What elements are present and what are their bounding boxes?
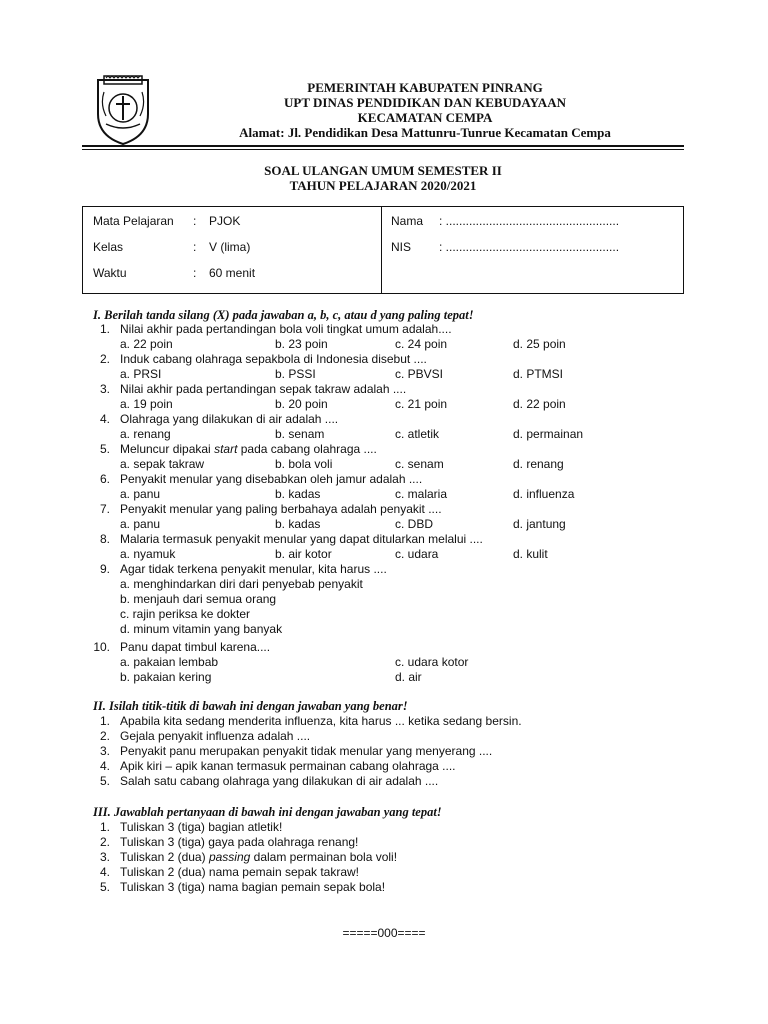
answer-option[interactable]: a. panu <box>120 517 161 531</box>
question-number: 8. <box>99 532 110 546</box>
item-text: Tuliskan 3 (tiga) nama bagian pemain sepak bola! <box>120 880 386 894</box>
item-number: 4. <box>99 865 110 879</box>
answer-option[interactable]: d. PTMSI <box>513 367 564 381</box>
item-text: Tuliskan 3 (tiga) gaya pada olahraga renang! <box>120 835 359 849</box>
answer-option[interactable]: a. 19 poin <box>120 397 173 411</box>
info-label-class: Kelas <box>93 240 124 254</box>
answer-option[interactable]: b. air kotor <box>275 547 332 561</box>
regency-crest-icon <box>94 74 152 146</box>
item-text: Tuliskan 3 (tiga) bagian atletik! <box>120 820 283 834</box>
item-number: 3. <box>99 744 110 758</box>
answer-option[interactable]: d. minum vitamin yang banyak <box>120 622 283 636</box>
answer-option[interactable]: b. menjauh dari semua orang <box>120 592 277 606</box>
answer-option[interactable]: c. atletik <box>395 427 440 441</box>
item-number: 5. <box>99 774 110 788</box>
answer-option[interactable]: d. air <box>395 670 422 684</box>
end-marker: =====000==== <box>342 926 426 940</box>
question-text: Malaria termasuk penyakit menular yang dapat ditularkan melalui .... <box>120 532 483 546</box>
answer-option[interactable]: c. malaria <box>395 487 448 501</box>
exam-title: SOAL ULANGAN UMUM SEMESTER II <box>264 163 502 178</box>
section-1-heading: I. Berilah tanda silang (X) pada jawaban a, b, c, atau d yang paling tepat! <box>93 308 474 322</box>
item-number: 1. <box>99 820 110 834</box>
header-rule-thin <box>82 149 684 150</box>
item-text: Apabila kita sedang menderita influenza, kita harus ... ketika sedang bersin. <box>120 714 522 728</box>
item-number: 2. <box>99 835 110 849</box>
section-3-heading: III. Jawablah pertanyaan di bawah ini dengan jawaban yang tepat! <box>93 805 442 819</box>
question-text-italic: start <box>214 442 238 456</box>
answer-option[interactable]: d. 22 poin <box>513 397 566 411</box>
info-sep-subject: : <box>193 214 197 228</box>
answer-option[interactable]: b. PSSI <box>275 367 316 381</box>
item-text-part: Tuliskan 2 (dua) <box>120 850 209 864</box>
answer-option[interactable]: a. menghindarkan diri dari penyebab penyakit <box>120 577 363 591</box>
exam-year: TAHUN PELAJARAN 2020/2021 <box>289 178 477 193</box>
question-text-part: pada cabang olahraga .... <box>237 442 377 456</box>
answer-option[interactable]: a. renang <box>120 427 171 441</box>
answer-option[interactable]: b. kadas <box>275 517 321 531</box>
item-text: Penyakit panu merupakan penyakit tidak menular yang menyerang .... <box>120 744 493 758</box>
item-text: Apik kiri – apik kanan termasuk permainan cabang olahraga .... <box>120 759 456 773</box>
answer-option[interactable]: b. 20 poin <box>275 397 328 411</box>
answer-option[interactable]: d. influenza <box>513 487 575 501</box>
item-number: 2. <box>99 729 110 743</box>
question-text: Penyakit menular yang disebabkan oleh jamur adalah .... <box>120 472 423 486</box>
question-number: 5. <box>99 442 110 456</box>
question-number: 2. <box>99 352 110 366</box>
answer-option[interactable]: d. jantung <box>513 517 566 531</box>
question-number: 3. <box>99 382 110 396</box>
question-number: 6. <box>99 472 110 486</box>
answer-option[interactable]: d. renang <box>513 457 564 471</box>
answer-option[interactable]: b. kadas <box>275 487 321 501</box>
answer-option[interactable]: c. DBD <box>395 517 434 531</box>
kop-line-1: PEMERINTAH KABUPATEN PINRANG <box>307 80 543 95</box>
question-text-part: Meluncur dipakai <box>120 442 215 456</box>
kop-line-2: UPT DINAS PENDIDIKAN DAN KEBUDAYAAN <box>284 95 566 110</box>
answer-option[interactable]: d. permainan <box>513 427 584 441</box>
info-label-nis: NIS <box>391 240 412 254</box>
item-text-part: dalam permainan bola voli! <box>250 850 398 864</box>
question-text: Penyakit menular yang paling berbahaya adalah penyakit .... <box>120 502 442 516</box>
kop-address: Alamat: Jl. Pendidikan Desa Mattunru-Tunrue Kecamatan Cempa <box>239 125 611 140</box>
header-rule-thick <box>82 145 684 147</box>
question-number: 10. <box>93 640 110 654</box>
answer-option[interactable]: c. 24 poin <box>395 337 448 351</box>
info-label-name: Nama <box>391 214 424 228</box>
name-field[interactable]: : .................................................... <box>439 214 620 228</box>
answer-option[interactable]: a. sepak takraw <box>120 457 205 471</box>
nis-field[interactable]: : .................................................... <box>439 240 620 254</box>
item-number: 4. <box>99 759 110 773</box>
answer-option[interactable]: c. udara kotor <box>395 655 469 669</box>
answer-option[interactable]: b. bola voli <box>275 457 333 471</box>
item-text <box>120 850 397 865</box>
item-text: Tuliskan 2 (dua) nama pemain sepak takraw! <box>120 865 360 879</box>
question-text: Induk cabang olahraga sepakbola di Indonesia disebut .... <box>120 352 427 366</box>
info-sep-time: : <box>193 266 197 280</box>
info-sep-class: : <box>193 240 197 254</box>
answer-option[interactable]: c. rajin periksa ke dokter <box>120 607 251 621</box>
answer-option[interactable]: b. senam <box>275 427 325 441</box>
answer-option[interactable]: c. senam <box>395 457 444 471</box>
answer-option[interactable]: a. 22 poin <box>120 337 173 351</box>
info-value-class: V (lima) <box>209 240 251 254</box>
info-value-time: 60 menit <box>209 266 256 280</box>
item-number: 1. <box>99 714 110 728</box>
item-number: 3. <box>99 850 110 864</box>
answer-option[interactable]: c. PBVSI <box>395 367 444 381</box>
section-2-heading: II. Isilah titik-titik di bawah ini dengan jawaban yang benar! <box>93 699 408 713</box>
answer-option[interactable]: a. nyamuk <box>120 547 176 561</box>
answer-option[interactable]: d. kulit <box>513 547 548 561</box>
info-label-subject: Mata Pelajaran <box>93 214 174 228</box>
answer-option[interactable]: c. udara <box>395 547 439 561</box>
item-text: Salah satu cabang olahraga yang dilakukan di air adalah .... <box>120 774 439 788</box>
question-number: 4. <box>99 412 110 426</box>
answer-option[interactable]: a. PRSI <box>120 367 162 381</box>
kop-line-3: KECAMATAN CEMPA <box>357 110 493 125</box>
question-text: Agar tidak terkena penyakit menular, kita harus .... <box>120 562 387 576</box>
answer-option[interactable]: a. pakaian lembab <box>120 655 219 669</box>
question-text: Nilai akhir pada pertandingan sepak takraw adalah .... <box>120 382 407 396</box>
identity-box <box>82 206 684 294</box>
question-number: 9. <box>99 562 110 576</box>
item-number: 5. <box>99 880 110 894</box>
info-label-time: Waktu <box>93 266 127 280</box>
item-text: Gejala penyakit influenza adalah .... <box>120 729 311 743</box>
answer-option[interactable]: d. 25 poin <box>513 337 566 351</box>
info-value-subject: PJOK <box>209 214 241 228</box>
answer-option[interactable]: b. 23 poin <box>275 337 328 351</box>
identity-box-divider <box>381 207 382 293</box>
question-text: Nilai akhir pada pertandingan bola voli tingkat umum adalah.... <box>120 322 452 336</box>
answer-option[interactable]: c. 21 poin <box>395 397 448 411</box>
answer-option[interactable]: a. panu <box>120 487 161 501</box>
question-number: 1. <box>99 322 110 336</box>
question-text: Olahraga yang dilakukan di air adalah .... <box>120 412 339 426</box>
answer-option[interactable]: b. pakaian kering <box>120 670 212 684</box>
item-text-italic: passing <box>208 850 251 864</box>
question-text: Panu dapat timbul karena.... <box>120 640 271 654</box>
question-text <box>120 442 377 457</box>
question-number: 7. <box>99 502 110 516</box>
